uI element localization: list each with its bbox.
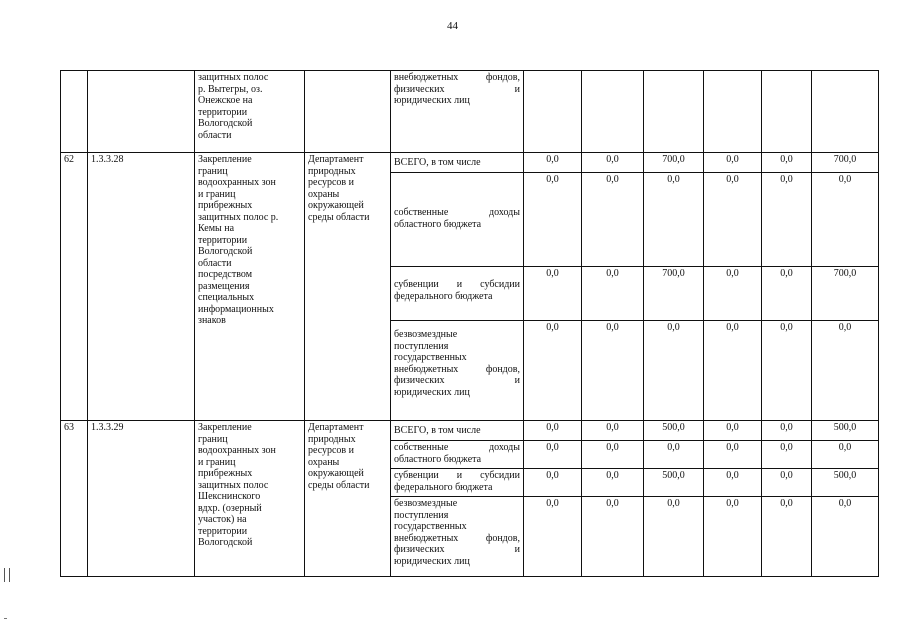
- measure-cell: [195, 153, 305, 421]
- value-cell: 0,0: [704, 267, 762, 321]
- value-cell: 0,0: [524, 153, 582, 173]
- text-line: среды области: [308, 211, 370, 223]
- text-line: вдхр. (озерный: [198, 502, 262, 514]
- value-cell: 0,0: [524, 421, 582, 441]
- text-line: и границ: [198, 456, 236, 468]
- text-line: областного бюджета: [394, 453, 482, 465]
- text-line: прибрежных: [198, 200, 253, 211]
- value-cell: 0,0: [812, 441, 879, 469]
- value-cell: 0,0: [524, 497, 582, 577]
- executor-cell: [305, 71, 391, 153]
- measure-cell: [195, 71, 305, 153]
- text-line: Департамент: [308, 422, 364, 433]
- value-cell: 0,0: [762, 321, 812, 421]
- value-cell: 0,0: [582, 267, 644, 321]
- text-line: среды области: [308, 479, 370, 491]
- value-cell: 0,0: [582, 441, 644, 469]
- value-cell: 0,0: [704, 321, 762, 421]
- value-cell: 700,0: [644, 153, 704, 173]
- text-line: федерального бюджета: [394, 290, 493, 302]
- text-line: защитных полос р.: [198, 211, 279, 223]
- text-line: территории: [198, 106, 248, 118]
- code-cell: [88, 71, 195, 153]
- value-cell: 0,0: [524, 469, 582, 497]
- source-label-cell: [391, 469, 524, 497]
- text-line: юридических лиц: [394, 386, 470, 398]
- page-number: 44: [447, 20, 458, 32]
- text-line: внебюджетных фондов,: [394, 72, 520, 83]
- text-line: Департамент: [308, 154, 364, 165]
- text-line: окружающей: [308, 468, 364, 479]
- text-line: внебюджетных фондов,: [394, 363, 520, 375]
- source-label-cell: [391, 321, 524, 421]
- text-line: границ: [198, 433, 228, 445]
- source-label-cell: [391, 421, 524, 441]
- value-cell: 0,0: [644, 497, 704, 577]
- value-cell: 0,0: [644, 173, 704, 267]
- value-cell: [582, 71, 644, 153]
- text-line: охраны: [308, 188, 340, 200]
- text-line: юридических лиц: [394, 555, 470, 567]
- value-cell: 0,0: [812, 497, 879, 577]
- text-line: защитных полос: [198, 72, 269, 83]
- text-line: прибрежных: [198, 468, 253, 479]
- text-line: поступления: [394, 509, 449, 521]
- executor-cell: [305, 153, 391, 421]
- source-label-cell: [391, 497, 524, 577]
- value-cell: 0,0: [524, 267, 582, 321]
- value-cell: [812, 71, 879, 153]
- value-cell: 500,0: [644, 469, 704, 497]
- text-line: Закрепление: [198, 154, 252, 165]
- value-cell: 0,0: [644, 441, 704, 469]
- value-cell: [524, 71, 582, 153]
- row-number-cell: 63: [61, 421, 88, 577]
- text-line: субвенции и субсидии: [394, 279, 520, 290]
- text-line: ВСЕГО, в том числе: [394, 156, 481, 168]
- value-cell: 0,0: [704, 153, 762, 173]
- text-line: р. Вытегры, оз.: [198, 83, 263, 95]
- value-cell: 0,0: [812, 173, 879, 267]
- text-line: Шекснинского: [198, 491, 261, 502]
- text-line: поступления: [394, 340, 449, 352]
- text-line: безвозмездные: [394, 329, 458, 340]
- text-line: специальных: [198, 292, 255, 303]
- value-cell: 0,0: [704, 173, 762, 267]
- text-line: физических и: [394, 375, 520, 386]
- text-line: водоохранных зон: [198, 445, 276, 456]
- text-line: государственных: [394, 521, 467, 532]
- value-cell: 0,0: [644, 321, 704, 421]
- value-cell: 0,0: [704, 421, 762, 441]
- value-cell: 500,0: [812, 469, 879, 497]
- value-cell: [704, 71, 762, 153]
- source-label-cell: [391, 441, 524, 469]
- text-line: Закрепление: [198, 422, 252, 433]
- value-cell: 0,0: [582, 153, 644, 173]
- value-cell: 700,0: [812, 153, 879, 173]
- value-cell: 0,0: [582, 469, 644, 497]
- value-cell: 500,0: [812, 421, 879, 441]
- value-cell: 0,0: [524, 173, 582, 267]
- value-cell: [762, 71, 812, 153]
- text-line: границ: [198, 165, 228, 177]
- value-cell: 0,0: [582, 421, 644, 441]
- code-cell: 1.3.3.28: [88, 153, 195, 421]
- text-line: размещения: [198, 280, 250, 292]
- budget-table: [60, 70, 879, 577]
- row-number-cell: [61, 71, 88, 153]
- text-line: безвозмездные: [394, 498, 458, 509]
- text-line: окружающей: [308, 200, 364, 211]
- value-cell: 0,0: [582, 173, 644, 267]
- value-cell: 0,0: [524, 321, 582, 421]
- value-cell: 0,0: [524, 441, 582, 469]
- text-line: Вологодской: [198, 118, 253, 129]
- source-label-cell: [391, 153, 524, 173]
- value-cell: 0,0: [704, 497, 762, 577]
- value-cell: 0,0: [704, 441, 762, 469]
- source-label-cell: [391, 71, 524, 153]
- text-line: ресурсов и: [308, 445, 355, 456]
- text-line: Вологодской: [198, 537, 253, 548]
- text-line: знаков: [198, 315, 226, 326]
- text-line: собственные доходы: [394, 207, 520, 218]
- text-line: федерального бюджета: [394, 481, 493, 493]
- text-line: Кемы на: [198, 223, 235, 234]
- value-cell: 0,0: [812, 321, 879, 421]
- text-line: собственные доходы: [394, 442, 520, 453]
- value-cell: 0,0: [762, 173, 812, 267]
- text-line: юридических лиц: [394, 95, 470, 106]
- text-line: территории: [198, 234, 248, 246]
- value-cell: 0,0: [762, 497, 812, 577]
- table-row: [61, 421, 879, 441]
- margin-mark: [4, 618, 7, 619]
- value-cell: 500,0: [644, 421, 704, 441]
- text-line: физических и: [394, 544, 520, 555]
- text-line: Онежское на: [198, 95, 253, 106]
- code-cell: 1.3.3.29: [88, 421, 195, 577]
- value-cell: 700,0: [812, 267, 879, 321]
- text-line: и границ: [198, 188, 236, 200]
- margin-mark: [4, 568, 10, 582]
- text-line: защитных полос: [198, 479, 269, 491]
- text-line: водоохранных зон: [198, 177, 276, 188]
- continuation-row: [61, 71, 879, 153]
- text-line: ресурсов и: [308, 177, 355, 188]
- text-line: государственных: [394, 352, 467, 363]
- row-number-cell: 62: [61, 153, 88, 421]
- source-label-cell: [391, 173, 524, 267]
- text-line: Вологодской: [198, 246, 253, 257]
- measure-cell: [195, 421, 305, 577]
- text-line: области: [198, 257, 232, 269]
- text-line: областного бюджета: [394, 218, 482, 230]
- value-cell: 0,0: [762, 441, 812, 469]
- text-line: территории: [198, 525, 248, 537]
- value-cell: 700,0: [644, 267, 704, 321]
- text-line: охраны: [308, 456, 340, 468]
- text-line: внебюджетных фондов,: [394, 532, 520, 544]
- value-cell: 0,0: [762, 267, 812, 321]
- table-row: [61, 153, 879, 173]
- value-cell: 0,0: [762, 469, 812, 497]
- text-line: информационных: [198, 303, 274, 315]
- text-line: природных: [308, 433, 356, 445]
- text-line: области: [198, 129, 232, 141]
- text-line: участок) на: [198, 514, 247, 525]
- value-cell: 0,0: [762, 421, 812, 441]
- text-line: ВСЕГО, в том числе: [394, 424, 481, 436]
- text-line: физических и: [394, 83, 520, 95]
- value-cell: 0,0: [762, 153, 812, 173]
- executor-cell: [305, 421, 391, 577]
- text-line: субвенции и субсидии: [394, 470, 520, 481]
- source-label-cell: [391, 267, 524, 321]
- value-cell: 0,0: [704, 469, 762, 497]
- value-cell: 0,0: [582, 321, 644, 421]
- text-line: природных: [308, 165, 356, 177]
- text-line: посредством: [198, 269, 253, 280]
- value-cell: [644, 71, 704, 153]
- value-cell: 0,0: [582, 497, 644, 577]
